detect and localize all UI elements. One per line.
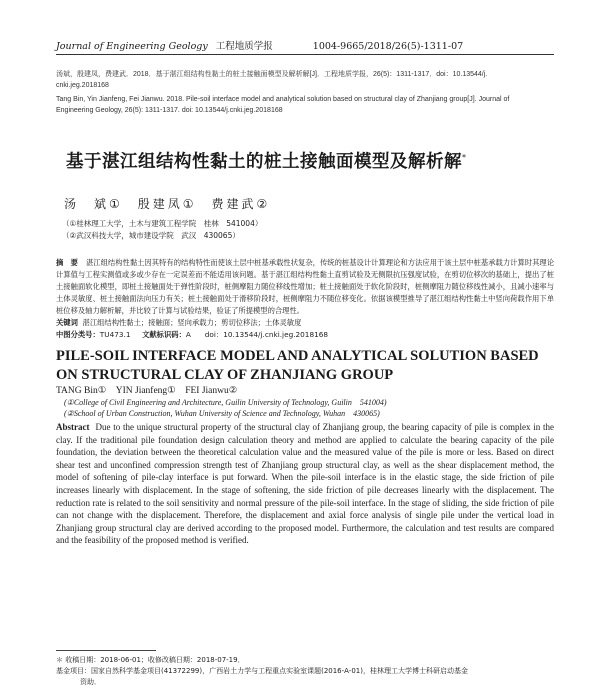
journal-name-cn: 工程地质学报 <box>215 41 273 52</box>
journal-name: Journal of Engineering Geology <box>56 41 208 52</box>
title-cn <box>66 148 554 173</box>
citation-cn-line-1: 汤斌，殷建凤，费建武．2018．基于湛江组结构性黏土的桩土接触面模型及解析解[J]．工程地质学报，26(5)：1311-1317．doi：10.13544/j. <box>56 71 488 78</box>
authors-cn: 汤 斌① 殷建凤① 费建武② <box>64 197 271 211</box>
affiliation-cn-2: （②武汉科技大学，城市建设学院 武汉 430065） <box>62 231 240 240</box>
affiliation-en-2: (②School of Urban Construction, Wuhan University of Science and Technology, Wuhan 430065) <box>64 409 380 418</box>
doi-label: doi： <box>204 330 224 339</box>
keywords-cn-text: 湛江组结构性黏土；接触面；竖向承载力；剪切位移法；土体灵敏度 <box>82 318 302 327</box>
footnote-fund-2: 资助． <box>80 678 101 686</box>
abstract-en-label: Abstract <box>56 422 90 432</box>
abstract-en-text: Due to the unique structural property of the structural clay of Zhanjiang group, the bearing capacity of pile is complex in the clay. If the traditional pile foundation design calculation theory and method are applied to calculate the bearing capacity of the pile foundation, the deviation between the theoretical calculation value and the measured value of the pile is more or less. Based on direct shear test and unconfined compression strength test of Zhanjiang group structural clay, as well as the shear displacement method, the model of softening of pile-clay interface is put forward. When the pile-soil interface is in the elastic stage, the side friction of pile increases linearly with displacement. In the stage of softening, the side friction of pile decreases linearly with the displacement. The reduction rate is related to the soil sensitivity and normal pressure of the pile-soil interface. In the stage of sliding, the side friction of pile can not change with the displacement. Therefore, the displacement and axial force analysis of single pile under the vertical load in Zhanjiang group structural clay are derived according to the proposed model. Furthermore, the calculation and test results are compared and the feasibility of the proposed method is verified. <box>56 422 554 546</box>
running-header <box>56 38 554 55</box>
abstract-cn <box>56 257 554 317</box>
abstract-cn-label: 摘 要 <box>56 258 78 267</box>
paper-page <box>56 0 554 689</box>
citation-en-line-2: Engineering Geology, 26(5): 1311-1317. doi: 10.13544/j.cnki.jeg.2018168 <box>56 107 283 114</box>
footnote-fund-1: 基金项目：国家自然科学基金项目(41372299)，广西岩土力学与工程重点实验室课题(2016-A-01)，桂林理工大学博士科研启动基金 <box>56 667 468 675</box>
clc-value: TU473.1 <box>99 330 131 339</box>
title-cn-text: 基于湛江组结构性黏土的桩土接触面模型及解析解 <box>66 152 462 172</box>
footnote-divider <box>56 650 156 651</box>
doc-code-value: A <box>185 330 191 339</box>
keywords-cn <box>56 318 301 328</box>
doc-code-label: 文献标识码： <box>142 330 186 339</box>
abstract-cn-text: 湛江组结构性黏土因其特有的结构特性而使该土层中桩基承载性状复杂，传统的桩基设计计算理论和方法应用于该土层中桩基承载力计算时其理论计算值与工程实测值或多或少存在一定误差而不能适用该问题。基于湛江组结构性黏土直剪试验及无侧限抗压强度试验，在剪切位移次的基础上，提出了桩土接触面软化模型，即桩土接触面处于弹性阶段时，桩侧摩阻力随位移线性增加；桩土接触面处于软化阶段时，桩侧摩阻力随位移线性减小，且减小速率与土体灵敏度、桩土接触面法向压力有关；桩土接触面处于滑移阶段时，桩侧摩阻力不随位移变化。依据该模型推导了湛江组结构性黏土中竖向荷载作用下单桩位移及轴力解析解，并比较了计算与试验结果，验证了所提模型的合理性。 <box>56 258 555 315</box>
affiliation-en-1: (①College of Civil Engineering and Architecture, Guilin University of Technology, Guilin 541004) <box>64 398 387 407</box>
affiliation-cn-1: （①桂林理工大学，土木与建筑工程学院 桂林 541004） <box>62 219 263 228</box>
issn-pages: 1004-9665/2018/26(5)-1311-07 <box>312 41 464 52</box>
title-en: PILE-SOIL INTERFACE MODEL AND ANALYTICAL SOLUTION BASED ON STRUCTURAL CLAY OF ZHANJIANG GROUP <box>56 348 539 383</box>
footnote-received: ＊ 收稿日期：2018-06-01；收修改稿日期：2018-07-19． <box>56 656 245 664</box>
abstract-en <box>56 421 554 547</box>
classification-line <box>56 330 328 340</box>
clc-label: 中图分类号： <box>56 330 100 339</box>
citation-en-line-1: Tang Bin, Yin Jianfeng, Fei Jianwu. 2018. Pile-soil interface model and analytical solution based on structural clay of Zhanjiang group[J]. Journal of <box>56 96 510 103</box>
title-cn-footnote-mark: * <box>462 153 467 163</box>
citation-cn-line-2: cnki.jeg.2018168 <box>56 82 109 89</box>
keywords-cn-label: 关键词 <box>56 318 78 327</box>
authors-en: TANG Bin① YIN Jianfeng① FEI Jianwu② <box>56 386 238 396</box>
doi-value: 10.13544/j.cnki.jeg.2018168 <box>223 330 329 339</box>
